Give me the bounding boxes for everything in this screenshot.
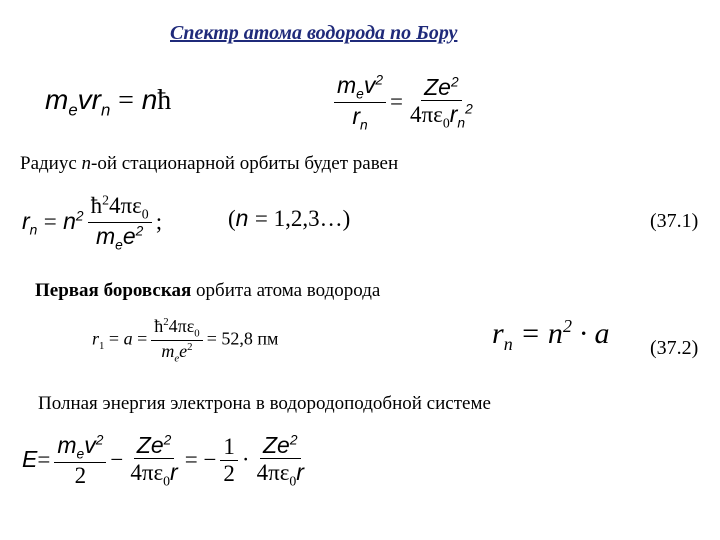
orbit-radius-equation: $r_n = n^2$ $\frac{ħ^24\pi\varepsilon_0}{m_ee^2}$ ;	[22, 192, 163, 254]
first-bohr-orbit-statement: Первая боровская орбита атома водорода	[35, 280, 381, 301]
first-orbit-radius-equation: $r_1 = a$ = $\frac{ħ^24\pi\varepsilon_0}{m_ee^2}$ = 52,8 пм	[92, 316, 279, 365]
total-energy-statement: Полная энергия электрона в водородоподобной системе	[38, 393, 491, 414]
bohr-quantization-equation: $m_evr_n$ = nħ	[45, 84, 172, 120]
n-values-condition: (n = 1,2,3…)	[228, 205, 351, 231]
orbit-radius-short-equation: $r_n = n^2 \cdot a$	[492, 316, 610, 354]
page-title: Спектр атома водорода по Бору	[170, 22, 458, 44]
total-energy-equation: E= $\frac{m_ev^2}{2}$ − $\frac{Ze^2}{4\pi\varepsilon_0r}$ = − $\frac{1}{2}$ · $\frac{Ze^2}{4\pi\varepsilon_0r}$	[22, 432, 304, 490]
equation-number-37-2: (37.2)	[650, 337, 699, 359]
radius-statement: Радиус n-ой стационарной орбиты будет равен	[20, 153, 399, 174]
coulomb-force-equation: $\frac{m_ev^2}{r_n}$ = $\frac{Ze^2}{4\pi\varepsilon_0r_n^2}$	[330, 72, 480, 134]
equation-number-37-1: (37.1)	[650, 210, 699, 232]
